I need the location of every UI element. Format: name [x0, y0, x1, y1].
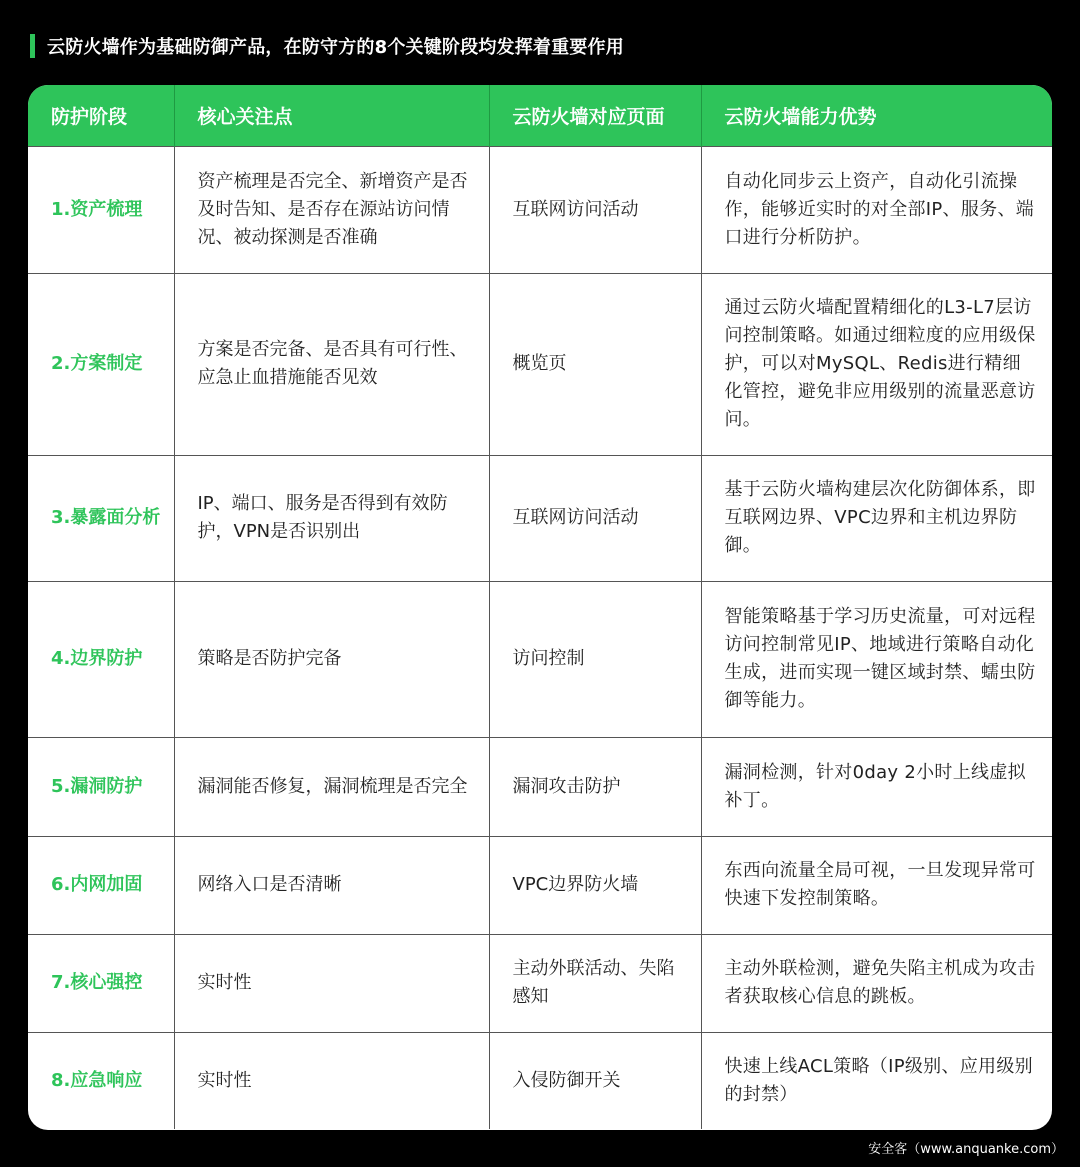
- focus-cell: 策略是否防护完备: [174, 581, 489, 737]
- focus-cell: 方案是否完备、是否具有可行性、应急止血措施能否见效: [174, 273, 489, 455]
- header-stage: 防护阶段: [51, 105, 128, 128]
- table-row: [28, 455, 1052, 581]
- header-advantage: 云防火墙能力优势: [701, 85, 1052, 146]
- title-accent-bar: [30, 34, 35, 58]
- stage-cell: 5.漏洞防护: [28, 737, 174, 836]
- stage-cell: 2.方案制定: [28, 273, 174, 455]
- focus-cell: 资产梳理是否完全、新增资产是否及时告知、是否存在源站访问情况、被动探测是否准确: [174, 146, 489, 273]
- page-cell: 漏洞攻击防护: [489, 737, 701, 836]
- focus-cell: 实时性: [174, 934, 489, 1032]
- advantage-cell: 东西向流量全局可视，一旦发现异常可快速下发控制策略。: [701, 836, 1052, 934]
- page-cell: 互联网访问活动: [489, 455, 701, 581]
- table-card: [28, 85, 1052, 1130]
- page-title: 云防火墙作为基础防御产品，在防守方的8个关键阶段均发挥着重要作用: [47, 37, 624, 58]
- advantage-cell: 智能策略基于学习历史流量，可对远程访问控制常见IP、地域进行策略自动化生成，进而实现一键区域封禁、蠕虫防御等能力。: [701, 581, 1052, 737]
- table-row: [28, 581, 1052, 737]
- stage-cell: 6.内网加固: [28, 836, 174, 934]
- title-bar: [30, 33, 624, 59]
- header-page: 云防火墙对应页面: [489, 85, 701, 146]
- page-cell: VPC边界防火墙: [489, 836, 701, 934]
- table-row: [28, 1032, 1052, 1129]
- table-row: [28, 273, 1052, 455]
- advantage-cell: 自动化同步云上资产，自动化引流操作，能够近实时的对全部IP、服务、端口进行分析防护。: [701, 146, 1052, 273]
- focus-cell: 漏洞能否修复，漏洞梳理是否完全: [174, 737, 489, 836]
- stage-cell: 4.边界防护: [28, 581, 174, 737]
- advantage-cell: 主动外联检测，避免失陷主机成为攻击者获取核心信息的跳板。: [701, 934, 1052, 1032]
- stage-cell: 3.暴露面分析: [28, 455, 174, 581]
- table-header-row: [28, 85, 1052, 146]
- defense-stage-table: [28, 85, 1052, 1129]
- page-cell: 访问控制: [489, 581, 701, 737]
- page-cell: 入侵防御开关: [489, 1032, 701, 1129]
- advantage-cell: 通过云防火墙配置精细化的L3-L7层访问控制策略。如通过细粒度的应用级保护，可以对MySQL、Redis进行精细化管控，避免非应用级别的流量恶意访问。: [701, 273, 1052, 455]
- table-row: [28, 836, 1052, 934]
- page-cell: 主动外联活动、失陷感知: [489, 934, 701, 1032]
- stage-cell: 7.核心强控: [28, 934, 174, 1032]
- table-row: [28, 146, 1052, 273]
- focus-cell: 实时性: [174, 1032, 489, 1129]
- stage-cell: 1.资产梳理: [28, 146, 174, 273]
- header-focus: 核心关注点: [174, 85, 489, 146]
- table-row: [28, 737, 1052, 836]
- advantage-cell: 基于云防火墙构建层次化防御体系，即互联网边界、VPC边界和主机边界防御。: [701, 455, 1052, 581]
- focus-cell: 网络入口是否清晰: [174, 836, 489, 934]
- stage-cell: 8.应急响应: [28, 1032, 174, 1129]
- table-row: [28, 934, 1052, 1032]
- advantage-cell: 漏洞检测，针对0day 2小时上线虚拟补丁。: [701, 737, 1052, 836]
- page-cell: 互联网访问活动: [489, 146, 701, 273]
- advantage-cell: 快速上线ACL策略（IP级别、应用级别的封禁）: [701, 1032, 1052, 1129]
- page-cell: 概览页: [489, 273, 701, 455]
- focus-cell: IP、端口、服务是否得到有效防护，VPN是否识别出: [174, 455, 489, 581]
- source-watermark: 安全客（www.anquanke.com）: [868, 1142, 1064, 1157]
